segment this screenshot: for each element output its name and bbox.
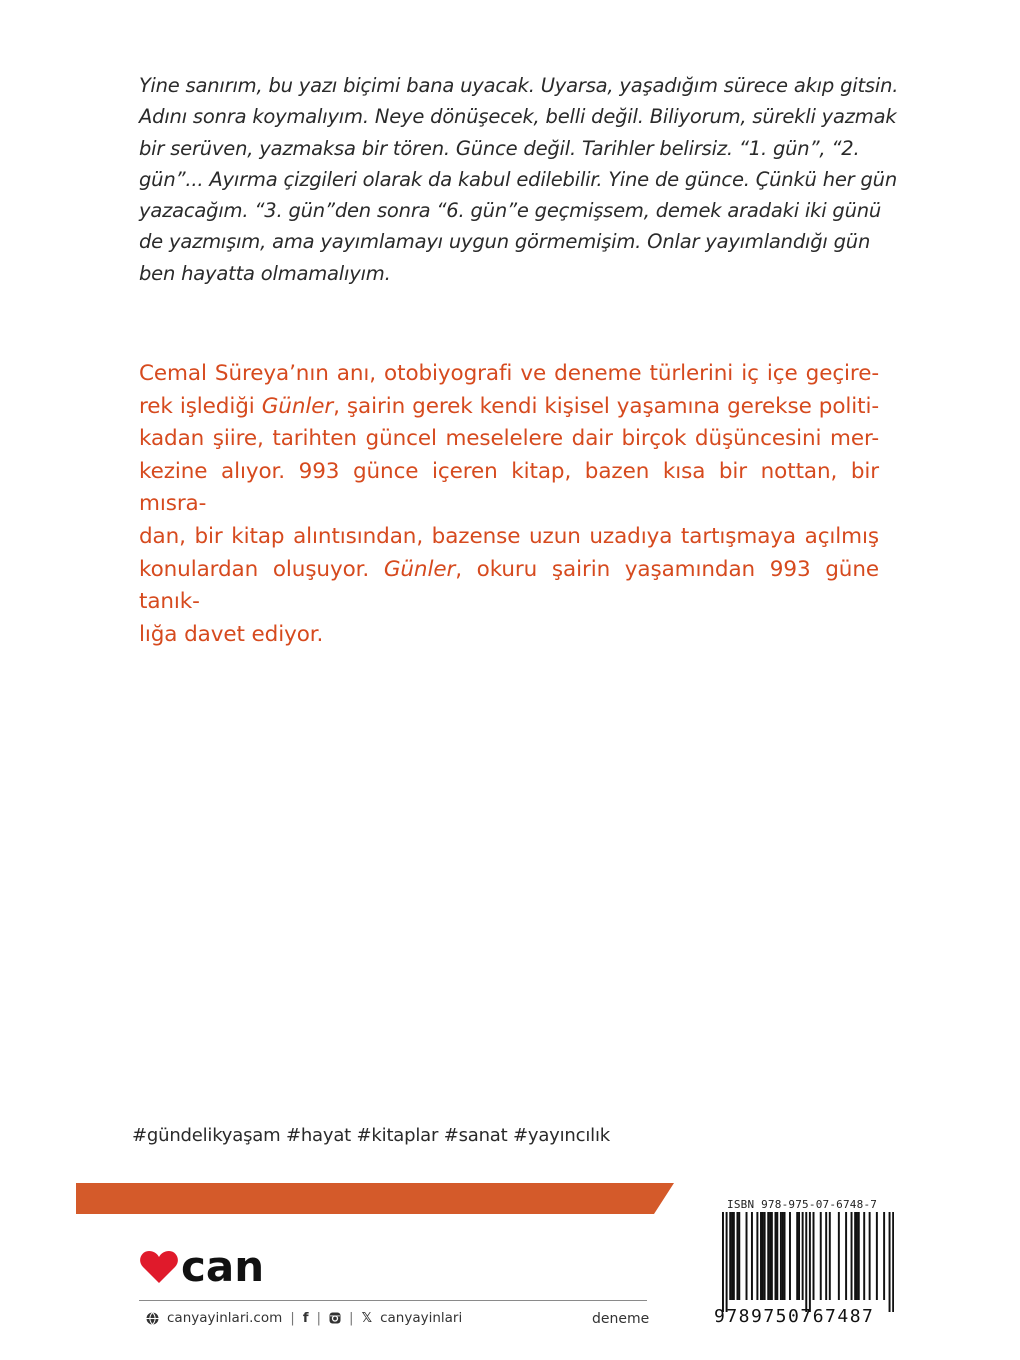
quote-line: Yine sanırım, bu yazı biçimi bana uyacak. Uyarsa, yaşadığım sürece akıp gitsin.: [139, 74, 899, 97]
book-title-italic: Günler: [261, 393, 334, 419]
barcode-bar: [813, 1212, 815, 1300]
barcode-bar: [722, 1212, 724, 1312]
barcode-bar: [854, 1212, 856, 1300]
x-icon[interactable]: 𝕏: [361, 1310, 373, 1326]
barcode-bar: [798, 1212, 800, 1300]
barcode-bar: [775, 1212, 777, 1300]
barcode-bar: [729, 1212, 731, 1300]
barcode-bar: [746, 1212, 748, 1300]
barcode-bar: [789, 1212, 791, 1300]
description-text: , şairin gerek kendi kişisel yaşamına gerekse politi-: [333, 393, 880, 419]
publisher-logo: [139, 1243, 289, 1291]
barcode-bar: [738, 1212, 740, 1300]
barcode-bar: [892, 1212, 894, 1312]
barcode: [722, 1212, 894, 1312]
barcode-bar: [809, 1212, 811, 1312]
barcode-bar: [782, 1212, 784, 1300]
barcode-bar: [856, 1212, 858, 1300]
back-cover-quote: [139, 70, 899, 289]
barcode-bar: [762, 1212, 764, 1300]
description-line: Cemal Süreya’nın anı, otobiyografi ve deneme türlerini iç içe geçire-: [139, 361, 879, 386]
barcode-bar: [869, 1212, 871, 1300]
isbn-label: ISBN 978-975-07-6748-7: [727, 1198, 878, 1211]
description-text: , okuru şairin yaşamından 993 güne tanık-: [139, 556, 879, 615]
barcode-bar: [731, 1212, 733, 1300]
barcode-bar: [726, 1212, 728, 1312]
barcode-bar: [764, 1212, 766, 1300]
separator: |: [316, 1310, 322, 1326]
barcode-bar: [767, 1212, 769, 1300]
barcode-bar: [802, 1212, 804, 1300]
barcode-bar: [883, 1212, 885, 1300]
description-line: lığa davet ediyor.: [139, 621, 324, 647]
publisher-footer: [146, 1310, 462, 1326]
book-description: [139, 358, 879, 651]
logo-text: can: [181, 1243, 265, 1291]
quote-line: gün”... Ayırma çizgileri olarak da kabul edilebilir. Yine de günce. Çünkü her gün: [139, 167, 897, 191]
description-line: kadan şiire, tarihten güncel meselelere dair birçok düşüncesini mer-: [139, 426, 879, 452]
footer-divider: [139, 1300, 647, 1301]
barcode-bar: [733, 1212, 735, 1300]
description-line: kezine alıyor. 993 günce içeren kitap, bazen kısa bir nottan, bir mısra-: [139, 458, 879, 517]
heart-icon: [140, 1251, 178, 1283]
barcode-bar: [876, 1212, 878, 1300]
barcode-bar: [845, 1212, 847, 1300]
quote-line: Adını sonra koymalıyım. Neye dönüşecek, belli değil. Biliyorum, sürekli yazmak: [139, 105, 897, 129]
barcode-bar: [805, 1212, 807, 1312]
barcode-bar: [820, 1212, 822, 1300]
barcode-bar: [796, 1212, 798, 1300]
hashtags: #gündelikyaşam #hayat #kitaplar #sanat #yayıncılık: [132, 1125, 610, 1146]
quote-line: de yazmışım, ama yayımlamayı uygun görmemişim. Onlar yayımlandığı gün: [139, 230, 871, 254]
social-handle[interactable]: canyayinlari: [380, 1310, 463, 1326]
barcode-bar: [760, 1212, 762, 1300]
barcode-bar: [863, 1212, 865, 1300]
barcode-bar: [784, 1212, 786, 1300]
separator: |: [290, 1310, 295, 1326]
barcode-bar: [756, 1212, 758, 1300]
description-line: dan, bir kitap alıntısından, bazense uzun uzadıya tartışmaya açılmış: [139, 523, 879, 549]
description-text: konulardan oluşuyor.: [139, 556, 384, 582]
barcode-bar: [751, 1212, 753, 1300]
quote-line: yazacağım. “3. gün”den sonra “6. gün”e geçmişsem, demek aradaki iki günü: [139, 199, 882, 223]
book-title-italic: Günler: [383, 556, 456, 582]
instagram-icon[interactable]: [329, 1312, 341, 1324]
description-text: rek işlediği: [139, 393, 262, 419]
barcode-bar: [858, 1212, 860, 1300]
barcode-bar: [829, 1212, 831, 1300]
website-link[interactable]: canyayinlari.com: [167, 1310, 283, 1326]
barcode-bar: [851, 1212, 853, 1300]
genre-label: deneme: [592, 1311, 650, 1327]
barcode-bar: [776, 1212, 778, 1300]
barcode-bar: [771, 1212, 773, 1300]
barcode-bar: [825, 1212, 827, 1300]
quote-line: bir serüven, yazmaksa bir tören. Günce değil. Tarihler belirsiz. “1. gün”, “2.: [139, 136, 860, 160]
barcode-bar: [889, 1212, 891, 1312]
description-line: [139, 391, 879, 424]
facebook-icon[interactable]: f: [302, 1310, 309, 1326]
barcode-bar: [838, 1212, 840, 1300]
barcode-bar: [736, 1212, 738, 1300]
barcode-number: 9789750767487: [714, 1306, 875, 1327]
accent-bar: [76, 1183, 674, 1214]
barcode-bar: [780, 1212, 782, 1300]
separator: |: [349, 1310, 354, 1326]
barcode-bar: [769, 1212, 771, 1300]
globe-icon: [146, 1312, 159, 1325]
description-line: [139, 554, 879, 619]
quote-line: ben hayatta olmamalıyım.: [139, 261, 391, 285]
